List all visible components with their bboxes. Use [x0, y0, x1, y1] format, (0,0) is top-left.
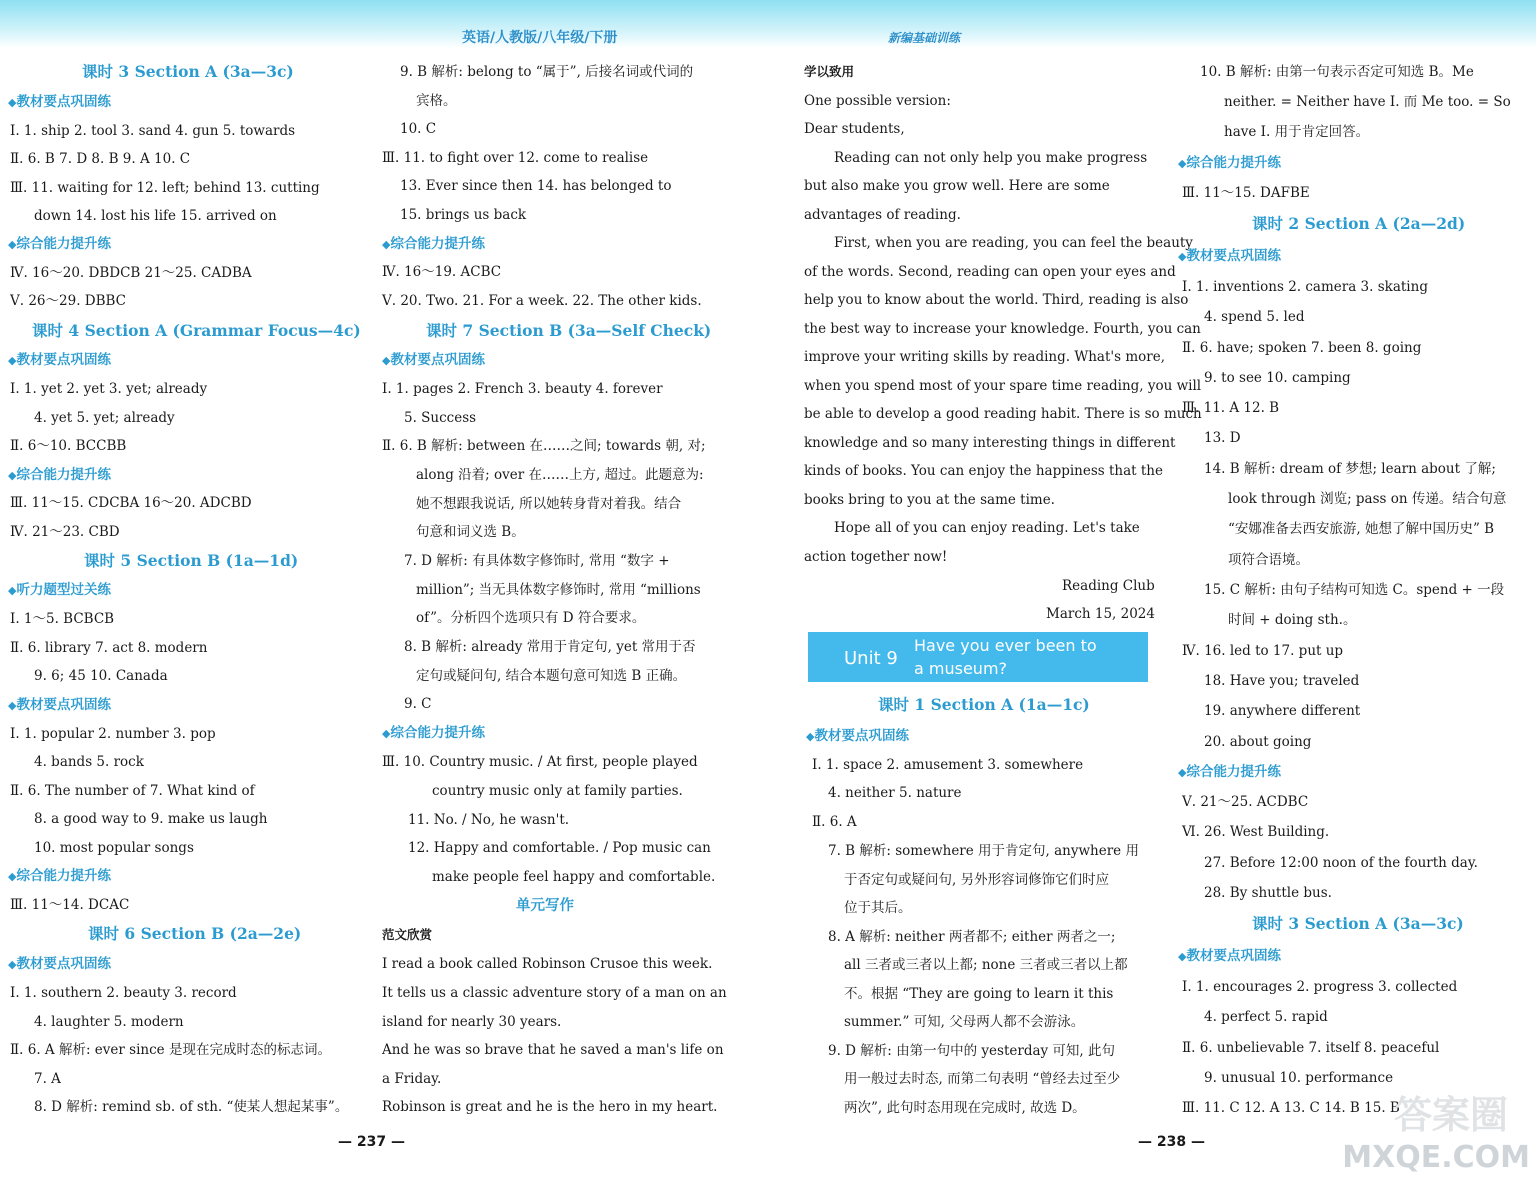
answer-line: 12. Happy and comfortable. / Pop music can: [408, 840, 711, 856]
exercise-subheading: ◆ 教材要点巩固练: [8, 695, 111, 716]
lesson-heading: 课时 6 Section B (2a—2e): [88, 924, 302, 943]
answer-line: 两次”, 此句时态用现在完成时, 故选 D。: [844, 1100, 1086, 1116]
answer-line: 4. perfect 5. rapid: [1204, 1009, 1328, 1025]
answer-line: of the words. Second, reading can open your eyes and: [804, 264, 1176, 280]
answer-line: Ⅲ. 11. C 12. A 13. C 14. B 15. B: [1182, 1100, 1400, 1116]
answer-line: advantages of reading.: [804, 207, 961, 223]
answer-line: 20. about going: [1204, 734, 1312, 750]
answer-line: Ⅱ. 6. A 解析: ever since 是现在完成时态的标志词。: [10, 1042, 331, 1058]
answer-line: all 三者或三者以上都; none 三者或三者以上都: [844, 957, 1128, 973]
answer-line: Ⅴ. 21～25. ACDBC: [1182, 794, 1309, 810]
answer-line: Robinson is great and he is the hero in my heart.: [382, 1099, 718, 1115]
answer-line: Dear students,: [804, 121, 905, 137]
answer-line: 9. C: [404, 696, 432, 712]
exercise-subheading: ◆ 教材要点巩固练: [8, 92, 111, 113]
answer-line: country music only at family parties.: [432, 783, 683, 799]
answer-line: million”; 当无具体数字修饰时, 常用 “millions: [416, 582, 701, 598]
exercise-subheading: ◆ 综合能力提升练: [8, 866, 111, 887]
answer-line: “安娜准备去西安旅游, 她想了解中国历史” B: [1228, 521, 1495, 537]
exercise-subheading: ◆ 教材要点巩固练: [806, 726, 909, 747]
answer-line: 11. No. / No, he wasn't.: [408, 812, 570, 828]
column-4: [1178, 62, 1534, 1142]
answer-line: Ⅱ. 6. B 解析: between 在……之间; towards 朝, 对;: [382, 438, 706, 454]
book-title: 英语/人教版/八年级/下册: [462, 30, 618, 46]
exercise-subheading: ◆ 听力题型过关练: [8, 580, 111, 601]
answer-line: 4. laughter 5. modern: [34, 1014, 184, 1030]
lesson-heading: 课时 3 Section A (3a—3c): [82, 62, 294, 81]
answer-line: 不。根据 “They are going to learn it this: [844, 986, 1114, 1002]
watermark-url: MXQE.COM: [1342, 1140, 1530, 1175]
lesson-heading: 课时 3 Section A (3a—3c): [1252, 914, 1464, 933]
answer-line: 27. Before 12:00 noon of the fourth day.: [1204, 855, 1478, 871]
answer-line: knowledge and so many interesting things in different: [804, 435, 1176, 451]
answer-line: but also make you grow well. Here are some: [804, 178, 1110, 194]
lesson-heading: 课时 2 Section A (2a—2d): [1252, 214, 1466, 233]
answer-line: 15. brings us back: [400, 207, 527, 223]
answer-line: 13. D: [1204, 430, 1241, 446]
answer-line: 10. most popular songs: [34, 840, 194, 856]
answer-line: books bring to you at the same time.: [804, 492, 1055, 508]
answer-line: Ⅲ. 11～14. DCAC: [10, 897, 130, 913]
answer-line: 7. D 解析: 有具体数字修饰时, 常用 “数字 +: [404, 553, 670, 569]
answer-line: 9. B 解析: belong to “属于”, 后接名词或代词的: [400, 64, 694, 80]
answer-line: Ⅰ. 1. space 2. amusement 3. somewhere: [812, 757, 1084, 773]
answer-line: Reading Club: [1062, 578, 1155, 594]
answer-line: Ⅱ. 6～10. BCCBB: [10, 438, 127, 454]
answer-line: 她不想跟我说话, 所以她转身背对着我。结合: [416, 496, 682, 512]
answer-line: Ⅲ. 11～15. DAFBE: [1182, 185, 1310, 201]
answer-line: And he was so brave that he saved a man's life on: [382, 1042, 724, 1058]
exercise-subheading: ◆ 教材要点巩固练: [1178, 246, 1281, 267]
answer-line: the best way to increase your knowledge. Fourth, you can: [804, 321, 1201, 337]
exercise-subheading: ◆ 综合能力提升练: [1178, 762, 1281, 783]
answer-line: Ⅰ. 1～5. BCBCB: [10, 611, 115, 627]
page-header: [0, 0, 1536, 48]
answer-line: 9. D 解析: 由第一句中的 yesterday 可知, 此句: [828, 1043, 1116, 1059]
answer-line: 19. anywhere different: [1204, 703, 1361, 719]
lesson-heading: 课时 7 Section B (3a—Self Check): [426, 321, 712, 340]
exercise-subheading: ◆ 教材要点巩固练: [8, 954, 111, 975]
answer-line: of”。分析四个选项只有 D 符合要求。: [416, 610, 646, 626]
answer-line: have I. 用于肯定回答。: [1224, 124, 1370, 140]
page-number-right: — 238 —: [1138, 1134, 1205, 1150]
answer-line: It tells us a classic adventure story of a man on an: [382, 985, 727, 1001]
answer-line: I read a book called Robinson Crusoe this week.: [382, 956, 713, 972]
lesson-heading: 课时 4 Section A (Grammar Focus—4c): [32, 321, 361, 340]
unit-banner: [808, 632, 1148, 682]
answer-line: 4. neither 5. nature: [828, 785, 962, 801]
answer-line: 9. to see 10. camping: [1204, 370, 1351, 386]
answer-line: Ⅲ. 10. Country music. / At first, people played: [382, 754, 698, 770]
answer-line: improve your writing skills by reading. What's more,: [804, 349, 1165, 365]
answer-line: 于否定句或疑问句, 另外形容词修饰它们时应: [844, 872, 1110, 888]
answer-line: Ⅳ. 16～19. ACBC: [382, 264, 502, 280]
answer-line: Ⅰ. 1. popular 2. number 3. pop: [10, 726, 216, 742]
column-2: [382, 62, 742, 1142]
page-number-left: — 237 —: [338, 1134, 405, 1150]
answer-line: Reading can not only help you make progress: [834, 150, 1148, 166]
answer-line: along 沿着; over 在……上方, 超过。此题意为:: [416, 467, 704, 483]
exercise-subheading: ◆ 教材要点巩固练: [8, 350, 111, 371]
answer-line: help you to know about the world. Third, reading is also: [804, 292, 1189, 308]
lesson-heading: 课时 1 Section A (1a—1c): [878, 695, 1090, 714]
answer-line: Ⅰ. 1. inventions 2. camera 3. skating: [1182, 279, 1428, 295]
answer-line: First, when you are reading, you can feel the beauty: [834, 235, 1193, 251]
bold-label: 范文欣赏: [382, 927, 433, 942]
answer-line: kinds of books. You can enjoy the happiness that the: [804, 463, 1163, 479]
answer-line: a Friday.: [382, 1071, 442, 1087]
bold-label: 学以致用: [804, 64, 855, 79]
answer-line: 8. B 解析: already 常用于肯定句, yet 常用于否: [404, 639, 696, 655]
answer-line: Ⅴ. 20. Two. 21. For a week. 22. The other kids.: [382, 293, 702, 309]
answer-line: 4. spend 5. led: [1204, 309, 1305, 325]
answer-line: 项符合语境。: [1228, 552, 1309, 568]
unit-title-line-2: a museum?: [914, 659, 1008, 678]
answer-line: be able to develop a good reading habit. There is so much: [804, 406, 1202, 422]
exercise-subheading: ◆ 综合能力提升练: [1178, 153, 1281, 174]
answer-line: March 15, 2024: [1046, 606, 1155, 622]
answer-line: Ⅰ. 1. encourages 2. progress 3. collected: [1182, 979, 1458, 995]
exercise-subheading: ◆ 综合能力提升练: [382, 723, 485, 744]
answer-line: One possible version:: [804, 93, 951, 109]
answer-line: look through 浏览; pass on 传递。结合句意: [1228, 491, 1507, 507]
answer-line: 9. 6; 45 10. Canada: [34, 668, 168, 684]
answer-line: Ⅳ. 16. led to 17. put up: [1182, 643, 1344, 659]
answer-line: Ⅱ. 6. A: [812, 814, 857, 830]
watermark-logo: 答案圈: [1393, 1093, 1508, 1137]
answer-line: neither. = Neither have I. 而 Me too. = So: [1224, 94, 1511, 110]
answer-line: 8. D 解析: remind sb. of sth. “使某人想起某事”。: [34, 1099, 349, 1115]
answer-line: 18. Have you; traveled: [1204, 673, 1360, 689]
answer-line: Ⅱ. 6. library 7. act 8. modern: [10, 640, 208, 656]
column-3: [804, 62, 1202, 1142]
answer-line: Ⅱ. 6. unbelievable 7. itself 8. peaceful: [1182, 1040, 1440, 1056]
answer-line: 10. C: [400, 121, 437, 137]
series-brand: 新编基础训练: [888, 31, 961, 45]
answer-line: 8. A 解析: neither 两者都不; either 两者之一;: [828, 929, 1116, 945]
answer-line: down 14. lost his life 15. arrived on: [34, 208, 277, 224]
answer-line: 用一般过去时态, 而第二句表明 “曾经去过至少: [844, 1071, 1121, 1087]
exercise-subheading: ◆ 综合能力提升练: [382, 234, 485, 255]
answer-line: Ⅰ. 1. ship 2. tool 3. sand 4. gun 5. towards: [10, 123, 296, 139]
answer-line: Ⅲ. 11. to fight over 12. come to realise: [382, 150, 649, 166]
answer-line: 7. B 解析: somewhere 用于肯定句, anywhere 用: [828, 843, 1139, 859]
answer-line: Ⅵ. 26. West Building.: [1182, 824, 1330, 840]
unit-title-line-1: Have you ever been to: [914, 636, 1097, 655]
section-title: 单元写作: [516, 897, 574, 914]
answer-line: 13. Ever since then 14. has belonged to: [400, 178, 672, 194]
answer-line: 9. unusual 10. performance: [1204, 1070, 1394, 1086]
answer-line: island for nearly 30 years.: [382, 1014, 562, 1030]
answer-line: 宾格。: [416, 93, 457, 109]
answer-line: 14. B 解析: dream of 梦想; learn about 了解;: [1204, 461, 1496, 477]
answer-line: 5. Success: [404, 410, 477, 426]
answer-line: action together now!: [804, 549, 948, 565]
answer-line: 7. A: [34, 1071, 61, 1087]
unit-label: Unit 9: [844, 648, 898, 669]
answer-line: 4. yet 5. yet; already: [34, 410, 175, 426]
answer-line: 时间 + doing sth.。: [1228, 612, 1357, 628]
answer-line: Ⅱ. 6. have; spoken 7. been 8. going: [1182, 340, 1422, 356]
answer-line: 8. a good way to 9. make us laugh: [34, 811, 268, 827]
answer-line: Ⅲ. 11～15. CDCBA 16～20. ADCBD: [10, 495, 252, 511]
exercise-subheading: ◆ 教材要点巩固练: [1178, 946, 1281, 967]
lesson-heading: 课时 5 Section B (1a—1d): [84, 551, 299, 570]
answer-line: 4. bands 5. rock: [34, 754, 144, 770]
answer-line: make people feel happy and comfortable.: [432, 869, 716, 885]
answer-line: Ⅰ. 1. pages 2. French 3. beauty 4. forever: [382, 381, 663, 397]
answer-line: Ⅲ. 11. waiting for 12. left; behind 13. cutting: [10, 180, 320, 196]
answer-line: Ⅰ. 1. yet 2. yet 3. yet; already: [10, 381, 208, 397]
answer-line: 10. B 解析: 由第一句表示否定可知选 B。Me: [1200, 64, 1474, 80]
exercise-subheading: ◆ 综合能力提升练: [8, 465, 111, 486]
answer-line: 28. By shuttle bus.: [1204, 885, 1332, 901]
answer-line: 句意和词义选 B。: [416, 524, 525, 540]
exercise-subheading: ◆ 教材要点巩固练: [382, 350, 485, 371]
answer-line: Ⅳ. 16～20. DBDCB 21～25. CADBA: [10, 265, 252, 281]
answer-line: Ⅲ. 11. A 12. B: [1182, 400, 1280, 416]
answer-line: Ⅱ. 6. The number of 7. What kind of: [10, 783, 255, 799]
answer-line: Ⅳ. 21～23. CBD: [10, 524, 120, 540]
answer-line: 位于其后。: [844, 900, 912, 916]
answer-line: Ⅱ. 6. B 7. D 8. B 9. A 10. C: [10, 151, 191, 167]
answer-line: Ⅴ. 26～29. DBBC: [10, 293, 127, 309]
answer-line: Ⅰ. 1. southern 2. beauty 3. record: [10, 985, 237, 1001]
exercise-subheading: ◆ 综合能力提升练: [8, 234, 111, 255]
answer-line: 15. C 解析: 由句子结构可知选 C。spend + 一段: [1204, 582, 1505, 598]
answer-line: summer.” 可知, 父母两人都不会游泳。: [844, 1014, 1085, 1030]
answer-line: 定句或疑问句, 结合本题句意可知选 B 正确。: [416, 668, 687, 684]
answer-line: Hope all of you can enjoy reading. Let's take: [834, 520, 1140, 536]
column-1: [4, 62, 364, 1142]
answer-line: when you spend most of your spare time reading, you will: [804, 378, 1202, 394]
